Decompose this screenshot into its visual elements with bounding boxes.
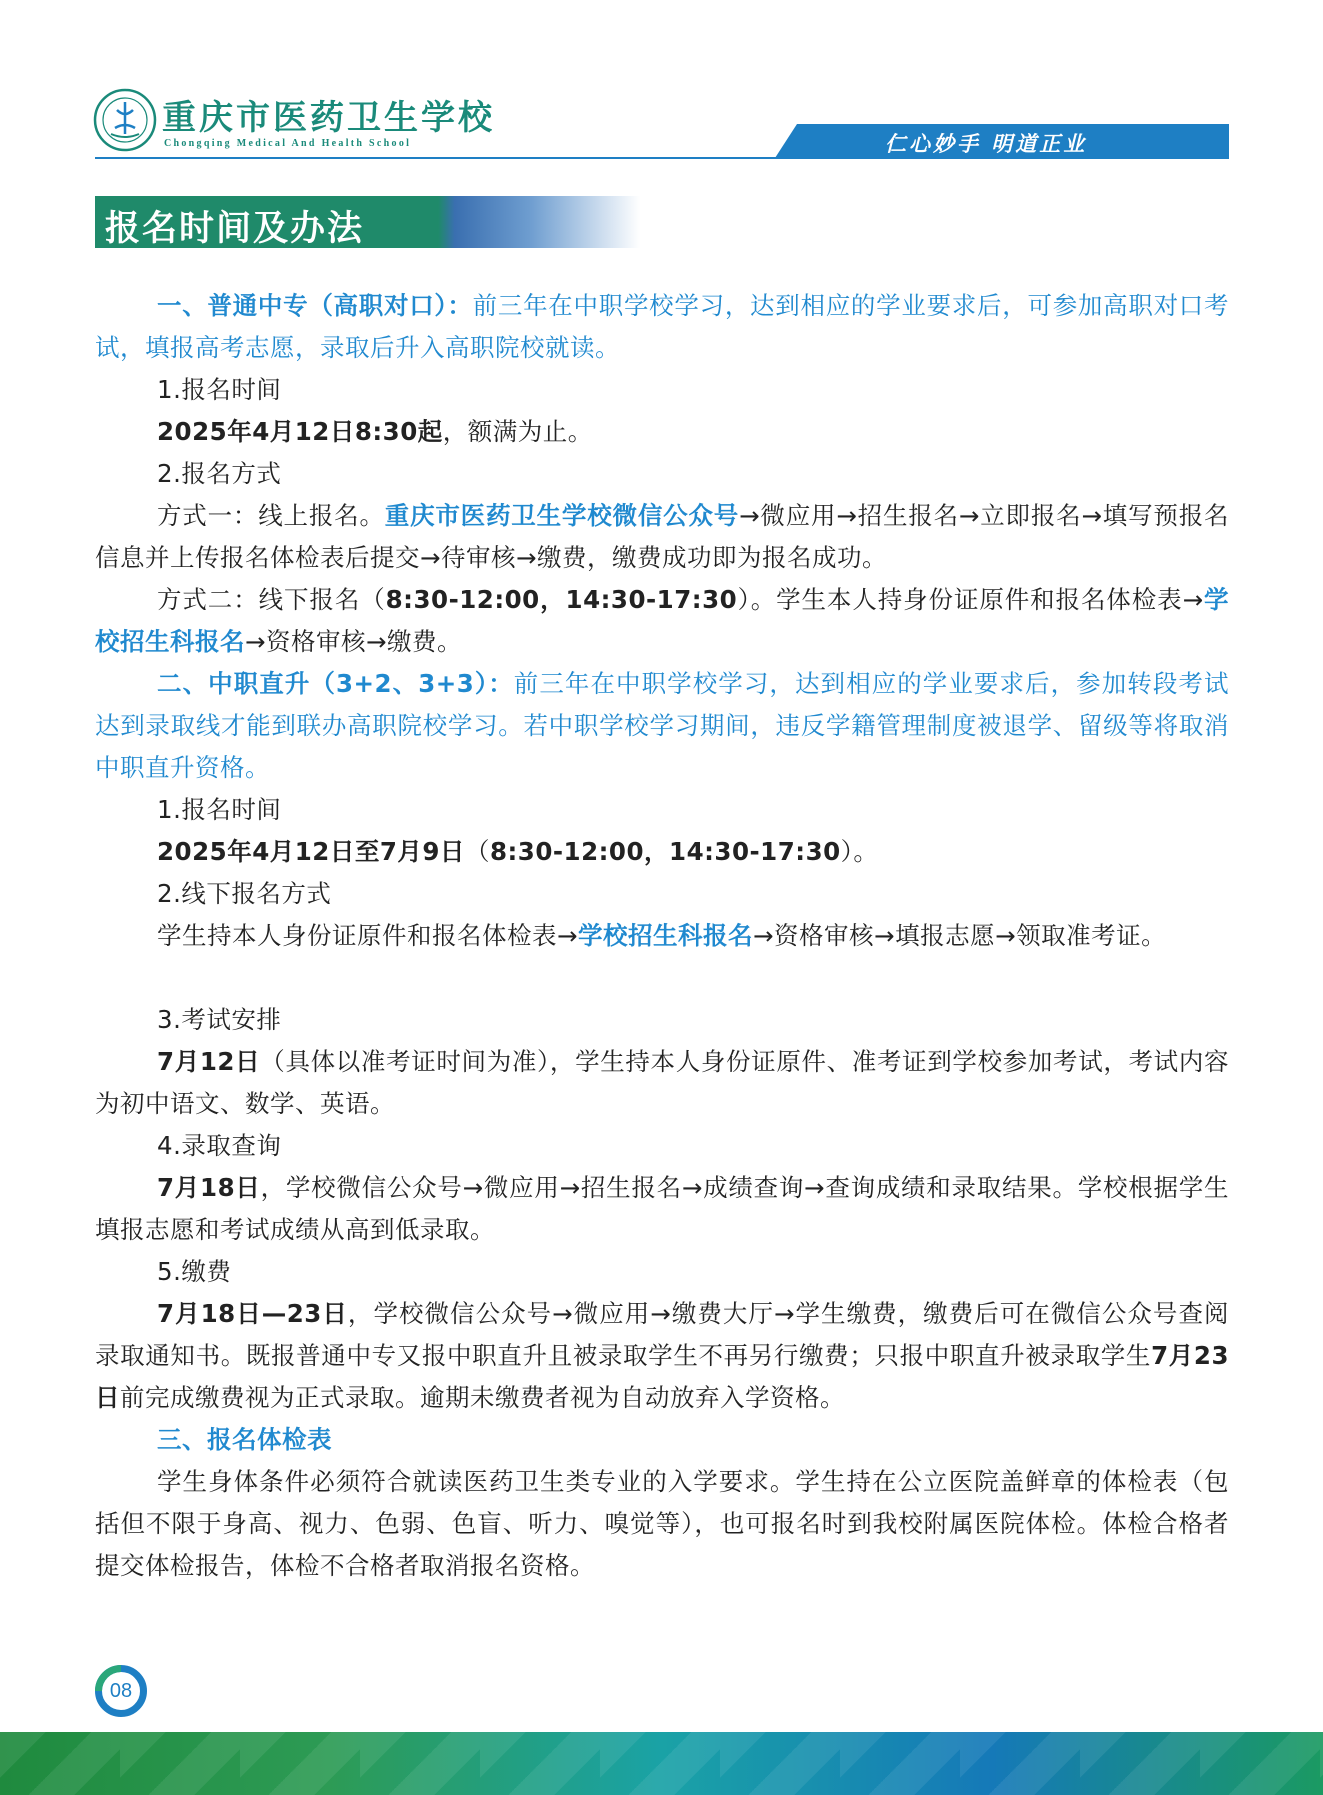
s1-time-rest: ，额满为止。 — [442, 417, 593, 446]
s2-time-bold-b: 8:30-12:00，14:30-17:30 — [489, 837, 841, 866]
s2-time-bold-a: 2025年4月12日至7月9日 — [157, 837, 465, 866]
paragraph-s1-method2 — [95, 579, 1229, 663]
paragraph-s2-fee — [95, 1293, 1229, 1419]
page-number: 08 — [95, 1665, 147, 1717]
school-name-en: Chongqing Medical And Health School — [164, 138, 412, 149]
s1-m2-b: 8:30-12:00，14:30-17:30 — [385, 585, 738, 614]
paragraph-s2-query — [95, 1167, 1229, 1251]
s1-m2-a: 方式二：线下报名（ — [157, 585, 386, 614]
school-logo-icon — [93, 88, 157, 152]
s2-intro: 前三年在中职学校学习，达到相应的学业要求后，参加转段考试达到录取线才能到联办高职院校学习。若中职学校学习期间，违反学籍管理制度被退学、留级等将取消中职直升资格。 — [95, 669, 1229, 782]
s1-m1-c: →微应用→招生报名→立即报名→填写预报名信息并上传报名体检表后提交→待审核→缴费，缴费成功即为报名成功。 — [95, 501, 1229, 572]
s1-heading: 一、普通中专（高职对口）： — [157, 291, 473, 320]
s2-fee-bold: 7月18日—23日 — [157, 1299, 348, 1328]
s2-fee-a: ，学校微信公众号→微应用→缴费大厅→学生缴费，缴费后可在微信公众号查阅录取通知书。既报普通中专又报中职直升且被录取学生不再另行缴费；只报中职直升被录取学生 — [95, 1299, 1229, 1370]
paragraph-s2-time — [95, 831, 1229, 873]
paragraph-s1-method1 — [95, 495, 1229, 579]
s1-m1-b: 重庆市医药卫生学校微信公众号 — [384, 501, 740, 530]
s1-m2-d: 学校招生科报名 — [95, 585, 1230, 656]
s2-fee-label: 5.缴费 — [157, 1257, 232, 1286]
s1-method-label: 2.报名方式 — [157, 459, 282, 488]
s1-intro: 前三年在中职学校学习，达到相应的学业要求后，可参加高职对口考试，填报高考志愿，录取后升入高职院校就读。 — [95, 291, 1230, 362]
school-name: 重庆市医药卫生学校 — [162, 98, 495, 138]
s2-query-bold: 7月18日 — [157, 1173, 261, 1202]
s2-query-rest: ，学校微信公众号→微应用→招生报名→成绩查询→查询成绩和录取结果。学校根据学生填报志愿和考试成绩从高到低录取。 — [95, 1173, 1229, 1244]
s2-exam-bold: 7月12日 — [157, 1047, 261, 1076]
s2-heading: 二、中职直升（3+2、3+3）： — [157, 669, 514, 698]
header-divider — [95, 157, 1229, 159]
paragraph-s2-intro — [95, 663, 1229, 789]
s1-time-bold: 2025年4月12日8:30起 — [157, 417, 443, 446]
s1-m1-a: 方式一：线上报名。 — [157, 501, 385, 530]
s1-time-label: 1.报名时间 — [157, 375, 282, 404]
s2-method-a: 学生持本人身份证原件和报名体检表→ — [157, 921, 579, 950]
s1-m2-e: →资格审核→缴费。 — [245, 627, 463, 656]
s1-m2-c: ）。学生本人持身份证原件和报名体检表→ — [737, 585, 1204, 614]
s2-time-end: ）。 — [840, 837, 879, 866]
s2-time-mid: （ — [464, 837, 490, 866]
s2-query-label: 4.录取查询 — [157, 1131, 282, 1160]
s2-method-c: →资格审核→填报志愿→领取准考证。 — [753, 921, 1167, 950]
s3-body: 学生身体条件必须符合就读医药卫生类专业的入学要求。学生持在公立医院盖鲜章的体检表（包括但不限于身高、视力、色弱、色盲、听力、嗅觉等），也可报名时到我校附属医院体检。体检合格者提交体检报告，体检不合格者取消报名资格。 — [95, 1467, 1229, 1580]
s2-exam-rest: （具体以准考证时间为准），学生持本人身份证原件、准考证到学校参加考试，考试内容为初中语文、数学、英语。 — [95, 1047, 1229, 1118]
paragraph-s2-method — [95, 915, 1229, 957]
section-title: 报名时间及办法 — [105, 209, 365, 249]
s3-heading: 三、报名体检表 — [157, 1425, 332, 1454]
paragraph-s2-exam — [95, 1041, 1229, 1125]
s2-method-b: 学校招生科报名 — [578, 921, 754, 950]
s2-exam-label: 3.考试安排 — [157, 1005, 282, 1034]
s2-fee-bold2: 7月23日 — [95, 1341, 1229, 1412]
paragraph-s1-time — [95, 411, 1229, 453]
s2-method-label: 2.线下报名方式 — [157, 879, 332, 908]
footer-band — [0, 1732, 1323, 1795]
s2-time-label: 1.报名时间 — [157, 795, 282, 824]
school-motto: 仁心妙手 明道正业 — [885, 131, 1088, 156]
section-title-banner — [95, 196, 640, 248]
s2-fee-b: 前完成缴费视为正式录取。逾期未缴费者视为自动放弃入学资格。 — [120, 1383, 845, 1412]
paragraph-s1-intro — [95, 285, 1229, 369]
